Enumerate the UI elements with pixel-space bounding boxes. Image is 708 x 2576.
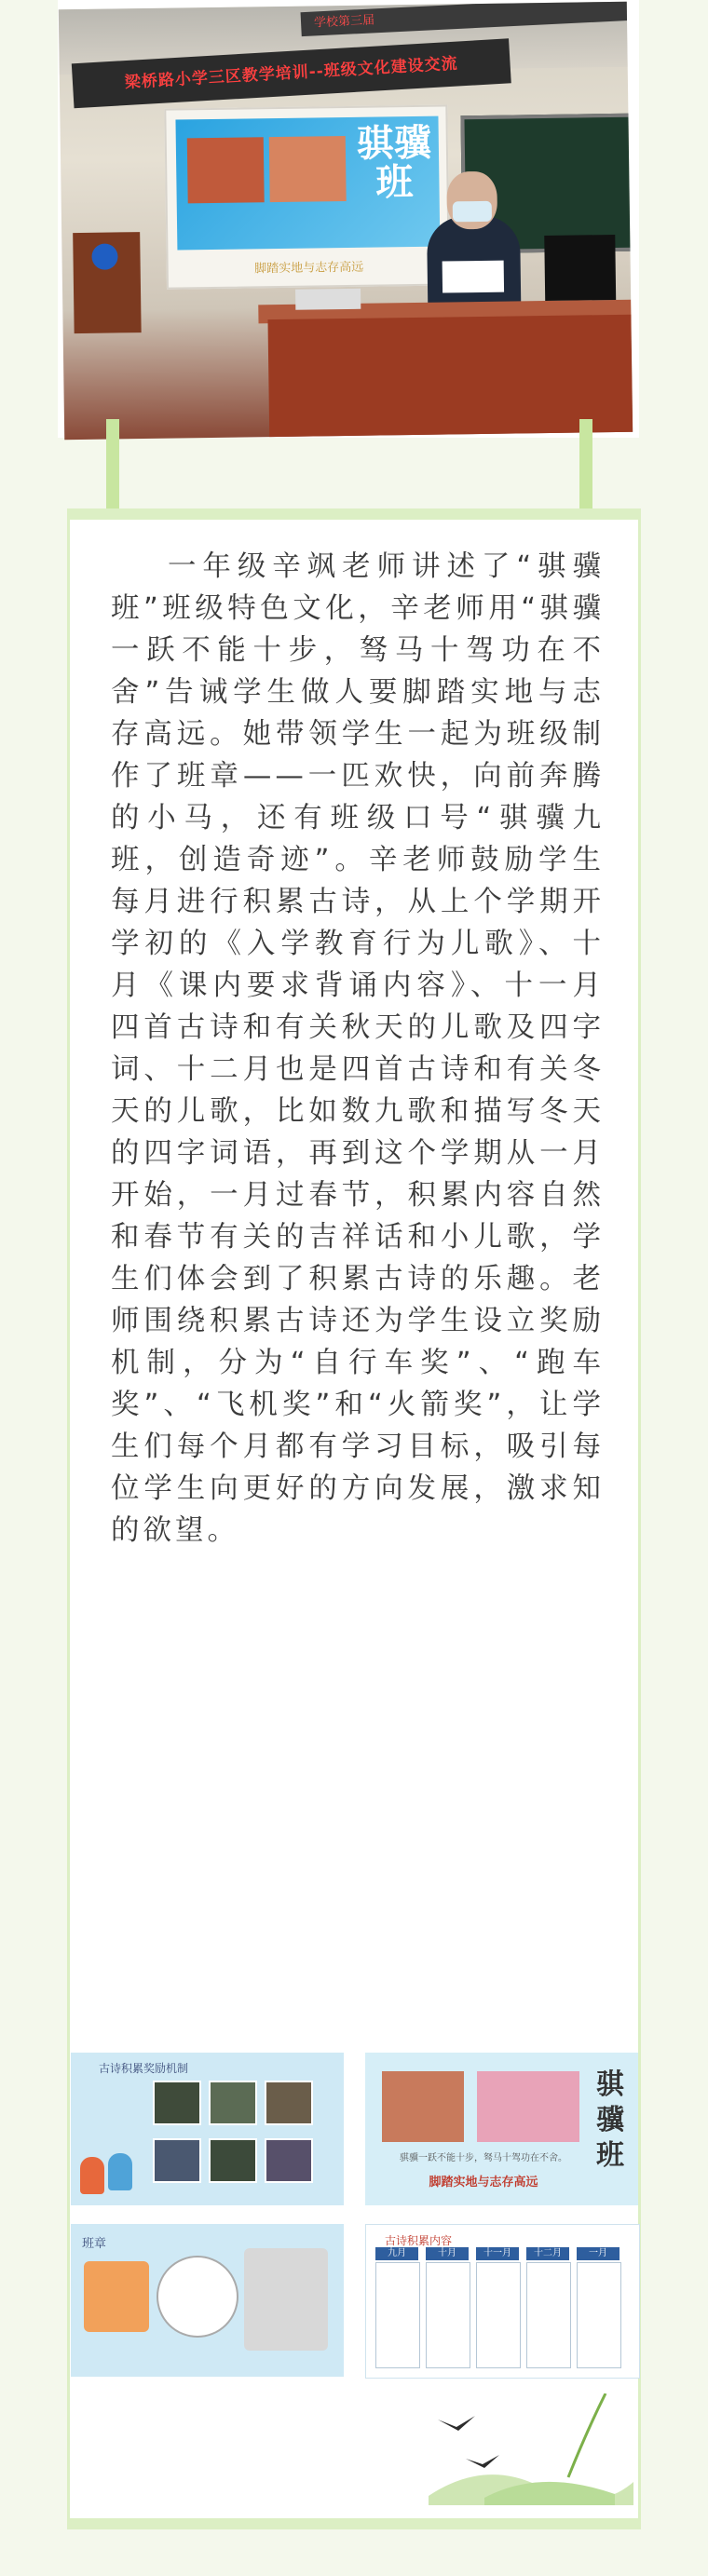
- projector: [295, 289, 361, 310]
- article-paragraph: 一年级辛飒老师讲述了“骐骥班”班级特色文化，辛老师用“骐骥一跃不能十步，驽马十驾功在不舍”告诫学生做人要脚踏实地与志存高远。她带领学生一起为班级制作了班章——一匹欢快，向前奔腾的小马，还有班级口号“骐骥九班，创造奇迹”。辛老师鼓励学生每月进行积累古诗，从上个学期开学初的《入学教育行为儿歌》、十月《课内要求背诵内容》、十一月四首古诗和有关秋天的儿歌及四字词、十二月也是四首古诗和有关冬天的儿歌，比如数九歌和描写冬天的四字词语，再到这个学期从一月开始，一月过春节，积累内容自然和春节有关的吉祥话和小儿歌，学生们体会到了积累古诗的乐趣。老师围绕积累古诗还为学生设立奖励机制，分为“自行车奖”、“跑车奖”、“飞机奖”和“火箭奖”，让学生们每个月都有学习目标，吸引每位学生向更好的方向发展，激求知的欲望。: [111, 550, 605, 1547]
- school-logo-icon: [91, 243, 117, 269]
- photo-top-banner: 学校第三届: [301, 2, 633, 36]
- student-photo: [209, 2081, 257, 2125]
- swallow-icon: [466, 2455, 499, 2468]
- panel-bottom-bar: [67, 2518, 641, 2529]
- month-label: 九月: [375, 2247, 418, 2260]
- slide-photo-school: [382, 2071, 464, 2142]
- willow-branch-icon: [568, 2393, 606, 2477]
- slide-photo-class: [477, 2071, 579, 2142]
- student-photo: [153, 2138, 201, 2183]
- badge-stamp-icon: [157, 2256, 238, 2338]
- top-photo-frame: [58, 0, 639, 438]
- poem-sheet: [577, 2262, 621, 2368]
- month-label: 十月: [426, 2247, 469, 2260]
- lectern: [73, 232, 142, 333]
- class-badge-image: [71, 2224, 344, 2377]
- desk: [267, 315, 633, 441]
- cartoon-kid-icon: [80, 2157, 104, 2194]
- cartoon-kid-icon: [108, 2153, 132, 2190]
- student-photo: [265, 2138, 313, 2183]
- screen-caption: 脚踏实地与志存高远: [254, 260, 364, 277]
- screen-title: 骐骥班: [356, 120, 432, 205]
- month-label: 十一月: [476, 2247, 519, 2260]
- screen-slide: [175, 116, 440, 251]
- student-photo: [265, 2081, 313, 2125]
- slide-photo-left: [187, 137, 265, 203]
- panel-top-bar: [67, 508, 641, 520]
- decor-post-left: [106, 419, 119, 508]
- slide-class-name: 骐骥班: [596, 2068, 624, 2172]
- slide-quote: 骐骥一跃不能十步，驽马十驾功在不舍。: [400, 2153, 567, 2163]
- poem-content-image: [365, 2224, 640, 2379]
- poem-sheet: [375, 2262, 420, 2368]
- computer-monitor: [544, 235, 616, 301]
- swallow-icon: [438, 2416, 475, 2431]
- student-photo: [209, 2138, 257, 2183]
- face-mask: [453, 201, 492, 223]
- poem-sheet: [526, 2262, 571, 2368]
- slide-motto: 脚踏实地与志存高远: [429, 2176, 538, 2190]
- month-label: 一月: [577, 2247, 620, 2260]
- hills-swallow-decoration: [429, 2393, 633, 2505]
- reward-mechanism-image: [71, 2053, 344, 2205]
- poem-sheet: [426, 2262, 470, 2368]
- decor-post-right: [579, 419, 592, 508]
- slide-photo-right: [269, 136, 347, 202]
- student-photo: [153, 2081, 201, 2125]
- text-panel: [67, 508, 641, 2518]
- poem-image-title: 古诗积累内容: [385, 2234, 453, 2247]
- reward-image-title: 古诗积累奖励机制: [99, 2062, 189, 2075]
- paper-sheet: [442, 261, 504, 293]
- month-label: 十二月: [526, 2247, 569, 2260]
- badge-image-title: 班章: [82, 2237, 107, 2251]
- class-slide-image: [365, 2053, 638, 2205]
- poem-sheet: [476, 2262, 521, 2368]
- projection-screen: [164, 104, 450, 289]
- badge-photo: [244, 2248, 328, 2351]
- pony-icon: [84, 2261, 149, 2332]
- photo-banner: 梁桥路小学三区教学培训--班级文化建设交流: [72, 38, 511, 108]
- lecture-photo: [59, 2, 633, 440]
